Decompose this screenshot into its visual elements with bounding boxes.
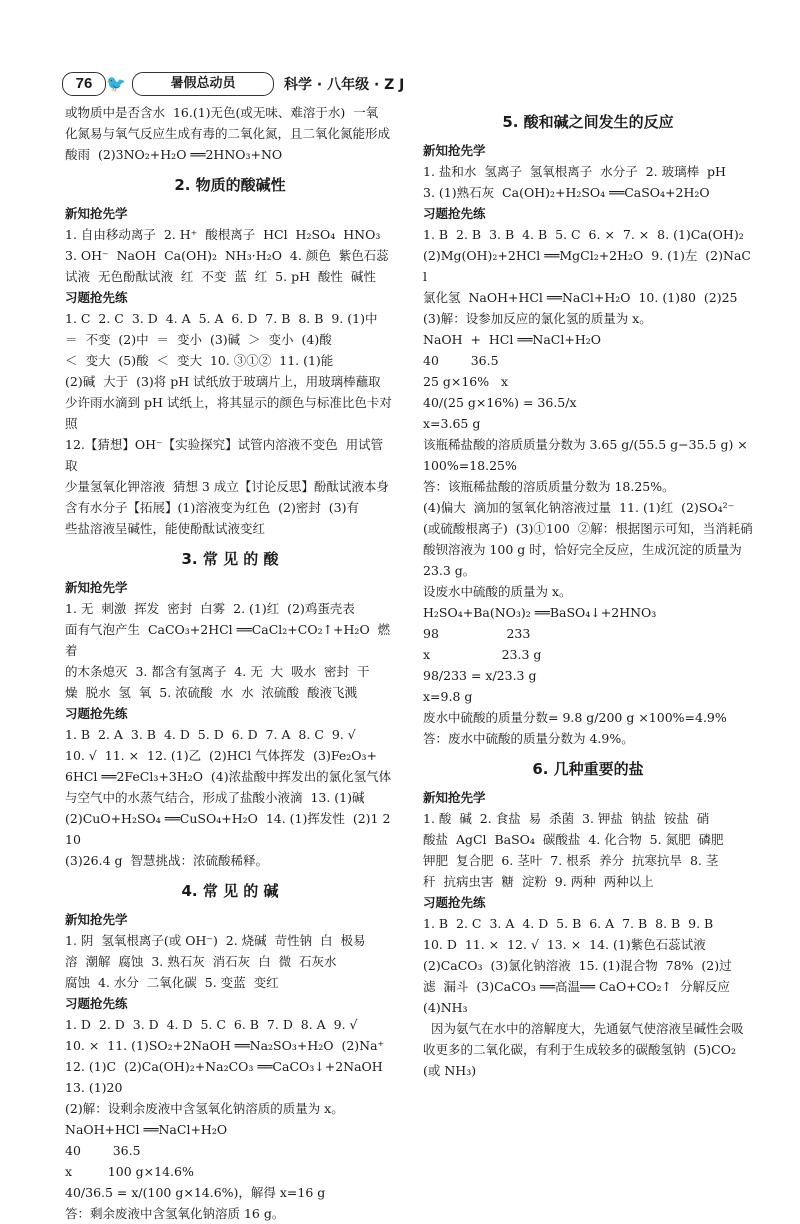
answer-line: (2)Mg(OH)₂+2HCl ══MgCl₂+2H₂O 9. (1)左 (2)NaCl: [423, 248, 751, 284]
answer-line: 1. C 2. C 3. D 4. A 5. A 6. D 7. B 8. B 9. (1)中: [65, 311, 378, 326]
subheading: 习题抢先练: [423, 895, 486, 910]
answer-line: x 23.3 g: [423, 647, 542, 662]
answer-line: 1. B 2. A 3. B 4. D 5. D 6. D 7. A 8. C 9. √: [65, 727, 356, 742]
brand-title: 暑假总动员: [132, 72, 274, 96]
section-title: 2. 物质的酸碱性: [174, 176, 286, 194]
subheading: 习题抢先练: [65, 996, 128, 1011]
answer-line: 1. 酸 碱 2. 食盐 易 杀菌 3. 钾盐 钠盐 铵盐 硝: [423, 811, 710, 826]
answer-line: 10. × 11. (1)SO₂+2NaOH ══Na₂SO₃+H₂O (2)Na⁺: [65, 1038, 385, 1053]
answer-line: 燥 脱水 氢 氧 5. 浓硫酸 水 水 浓硫酸 酸液飞溅: [65, 685, 357, 700]
answer-line: 酸雨 (2)3NO₂+H₂O ══2HNO₃+NO: [65, 147, 283, 162]
answer-line: NaOH + HCl ══NaCl+H₂O: [423, 332, 601, 347]
answer-line: 含有水分子【拓展】(1)溶液变为红色 (2)密封 (3)有: [65, 500, 360, 515]
answer-line: 废水中硫酸的质量分数= 9.8 g/200 g ×100%=4.9%: [423, 710, 727, 725]
answer-line: (3)解：设参加反应的氯化氢的质量为 x。: [423, 311, 652, 326]
right-column: [423, 102, 753, 1081]
section-title: 3. 常 见 的 酸: [181, 550, 279, 568]
answer-line: 的木条熄灭 3. 都含有氢离子 4. 无 大 吸水 密封 干: [65, 664, 370, 679]
answer-line: 10. D 11. × 12. √ 13. × 14. (1)紫色石蕊试液: [423, 937, 706, 952]
answer-line: (或硫酸根离子) (3)①100 ②解：根据图示可知，当消耗硝: [423, 521, 753, 536]
answer-line: 与空气中的水蒸气结合，形成了盐酸小液滴 13. (1)碱: [65, 790, 365, 805]
answer-line: 10. √ 11. × 12. (1)乙 (2)HCl 气体挥发 (3)Fe₂O₃+: [65, 748, 377, 763]
answer-line: (2)碱 大于 (3)将 pH 试纸放于玻璃片上，用玻璃棒蘸取: [65, 374, 381, 389]
answer-line: 13. (1)20: [65, 1080, 123, 1095]
subheading: 新知抢先学: [423, 143, 486, 158]
answer-line: x 100 g×14.6%: [65, 1164, 194, 1179]
answer-line: 40/(25 g×16%) = 36.5/x: [423, 395, 577, 410]
subheading: 习题抢先练: [65, 706, 128, 721]
answer-line: ＜ 变大 (5)酸 ＜ 变大 10. ③①② 11. (1)能: [65, 353, 334, 368]
answer-line: ＝ 不变 (2)中 ＝ 变小 (3)碱 ＞ 变小 (4)酸: [65, 332, 332, 347]
answer-line: 少量氢氧化钾溶液 猜想 3 成立【讨论反思】酚酞试液本身: [65, 479, 389, 494]
answer-line: 98 233: [423, 626, 531, 641]
section-title: 5. 酸和碱之间发生的反应: [502, 113, 674, 131]
answer-line: 3. OH⁻ NaOH Ca(OH)₂ NH₃·H₂O 4. 颜色 紫色石蕊: [65, 248, 389, 263]
answer-line: 该瓶稀盐酸的溶质质量分数为 3.65 g/(55.5 g−35.5 g) ×100%=18.25%: [423, 437, 748, 473]
answer-line: 1. 阴 氢氧根离子(或 OH⁻) 2. 烧碱 苛性钠 白 极易: [65, 933, 366, 948]
answer-line: 滤 漏斗 (3)CaCO₃ ══高温══ CaO+CO₂↑ 分解反应 (4)NH₃: [423, 979, 738, 1015]
answer-line: NaOH+HCl ══NaCl+H₂O: [65, 1122, 228, 1137]
answer-line: x=3.65 g: [423, 416, 481, 431]
answer-line: 3. (1)熟石灰 Ca(OH)₂+H₂SO₄ ══CaSO₄+2H₂O: [423, 185, 710, 200]
answer-line: 些盐溶液呈碱性，能使酚酞试液变红: [65, 521, 266, 536]
answer-line: 酸盐 AgCl BaSO₄ 碳酸盐 4. 化合物 5. 氮肥 磷肥: [423, 832, 724, 847]
page-number: 76: [62, 72, 106, 96]
answer-line: 答：废水中硫酸的质量分数为 4.9%。: [423, 731, 634, 746]
section-title: 6. 几种重要的盐: [532, 760, 644, 778]
answer-line: 98/233 = x/23.3 g: [423, 668, 537, 683]
answer-line: (4)偏大 滴加的氢氧化钠溶液过量 11. (1)红 (2)SO₄²⁻: [423, 500, 735, 515]
answer-line: 钾肥 复合肥 6. 茎叶 7. 根系 养分 抗寒抗旱 8. 茎: [423, 853, 719, 868]
subheading: 新知抢先学: [65, 206, 128, 221]
subheading: 习题抢先练: [423, 206, 486, 221]
answer-line: 或物质中是否含水 16.(1)无色(或无味、难溶于水) 一氧: [65, 105, 379, 120]
answer-line: 12. (1)C (2)Ca(OH)₂+Na₂CO₃ ══CaCO₃↓+2NaOH: [65, 1059, 383, 1074]
answer-line: 25 g×16% x: [423, 374, 509, 389]
answer-line: 氯化氢 NaOH+HCl ══NaCl+H₂O 10. (1)80 (2)25: [423, 290, 738, 305]
answer-line: H₂SO₄+Ba(NO₃)₂ ══BaSO₄↓+2HNO₃: [423, 605, 657, 620]
subheading: 新知抢先学: [423, 790, 486, 805]
answer-line: (2)CaCO₃ (3)氯化钠溶液 15. (1)混合物 78% (2)过: [423, 958, 732, 973]
answer-line: 腐蚀 4. 水分 二氧化碳 5. 变蓝 变红: [65, 975, 279, 990]
answer-line: 12.【猜想】OH⁻【实验探究】试管内溶液不变色 用试管取: [65, 437, 384, 473]
answer-line: 答：剩余废液中含氢氧化钠溶质 16 g。: [65, 1206, 285, 1221]
answer-line: 因为氨气在水中的溶解度大，先通氨气使溶液呈碱性会吸: [423, 1021, 744, 1036]
answer-line: 6HCl ══2FeCl₃+3H₂O (4)浓盐酸中挥发出的氯化氢气体: [65, 769, 392, 784]
section-title: 4. 常 见 的 碱: [181, 882, 279, 900]
answer-line: 溶 潮解 腐蚀 3. 熟石灰 消石灰 白 微 石灰水: [65, 954, 337, 969]
answer-line: (或 NH₃): [423, 1063, 477, 1078]
answer-line: (3)26.4 g 智慧挑战：浓硫酸稀释。: [65, 853, 268, 868]
answer-line: 1. B 2. B 3. B 4. B 5. C 6. × 7. × 8. (1)Ca(OH)₂: [423, 227, 744, 242]
answer-line: x=9.8 g: [423, 689, 473, 704]
answer-line: 化氮易与氧气反应生成有毒的二氧化氮，且二氧化氮能形成: [65, 126, 391, 141]
answer-line: 试液 无色酚酞试液 红 不变 蓝 红 5. pH 酸性 碱性: [65, 269, 376, 284]
answer-line: 1. 盐和水 氢离子 氢氧根离子 水分子 2. 玻璃棒 pH: [423, 164, 726, 179]
answer-line: 40 36.5: [65, 1143, 141, 1158]
answer-line: 40 36.5: [423, 353, 499, 368]
answer-line: (2)CuO+H₂SO₄ ══CuSO₄+H₂O 14. (1)挥发性 (2)1 210: [65, 811, 391, 847]
answer-line: 答：该瓶稀盐酸的溶质质量分数为 18.25%。: [423, 479, 675, 494]
answer-line: 1. 自由移动离子 2. H⁺ 酸根离子 HCl H₂SO₄ HNO₃: [65, 227, 381, 242]
page-header: [62, 70, 405, 98]
answer-line: 少许雨水滴到 pH 试纸上，将其显示的颜色与标准比色卡对照: [65, 395, 392, 431]
left-column: [65, 102, 395, 1224]
answer-line: 收更多的二氧化碳，有利于生成较多的碳酸氢钠 (5)CO₂: [423, 1042, 736, 1057]
answer-line: 酸钡溶液为 100 g 时，恰好完全反应，生成沉淀的质量为 23.3 g。: [423, 542, 746, 578]
subheading: 习题抢先练: [65, 290, 128, 305]
answer-line: 1. 无 刺激 挥发 密封 白雾 2. (1)红 (2)鸡蛋壳表: [65, 601, 355, 616]
subheading: 新知抢先学: [65, 912, 128, 927]
subject-label: 科学 · 八年级 · Z J: [284, 77, 405, 93]
answer-line: (2)解：设剩余废液中含氢氧化钠溶质的质量为 x。: [65, 1101, 344, 1116]
answer-line: 秆 抗病虫害 糖 淀粉 9. 两种 两种以上: [423, 874, 654, 889]
bird-icon: 🐦: [106, 74, 126, 93]
answer-line: 设废水中硫酸的质量为 x。: [423, 584, 572, 599]
answer-line: 1. B 2. C 3. A 4. D 5. B 6. A 7. B 8. B 9. B: [423, 916, 714, 931]
answer-line: 1. D 2. D 3. D 4. D 5. C 6. B 7. D 8. A 9. √: [65, 1017, 358, 1032]
answer-line: 40/36.5 = x/(100 g×14.6%)，解得 x=16 g: [65, 1185, 326, 1200]
answer-line: 面有气泡产生 CaCO₃+2HCl ══CaCl₂+CO₂↑+H₂O 燃着: [65, 622, 391, 658]
subheading: 新知抢先学: [65, 580, 128, 595]
